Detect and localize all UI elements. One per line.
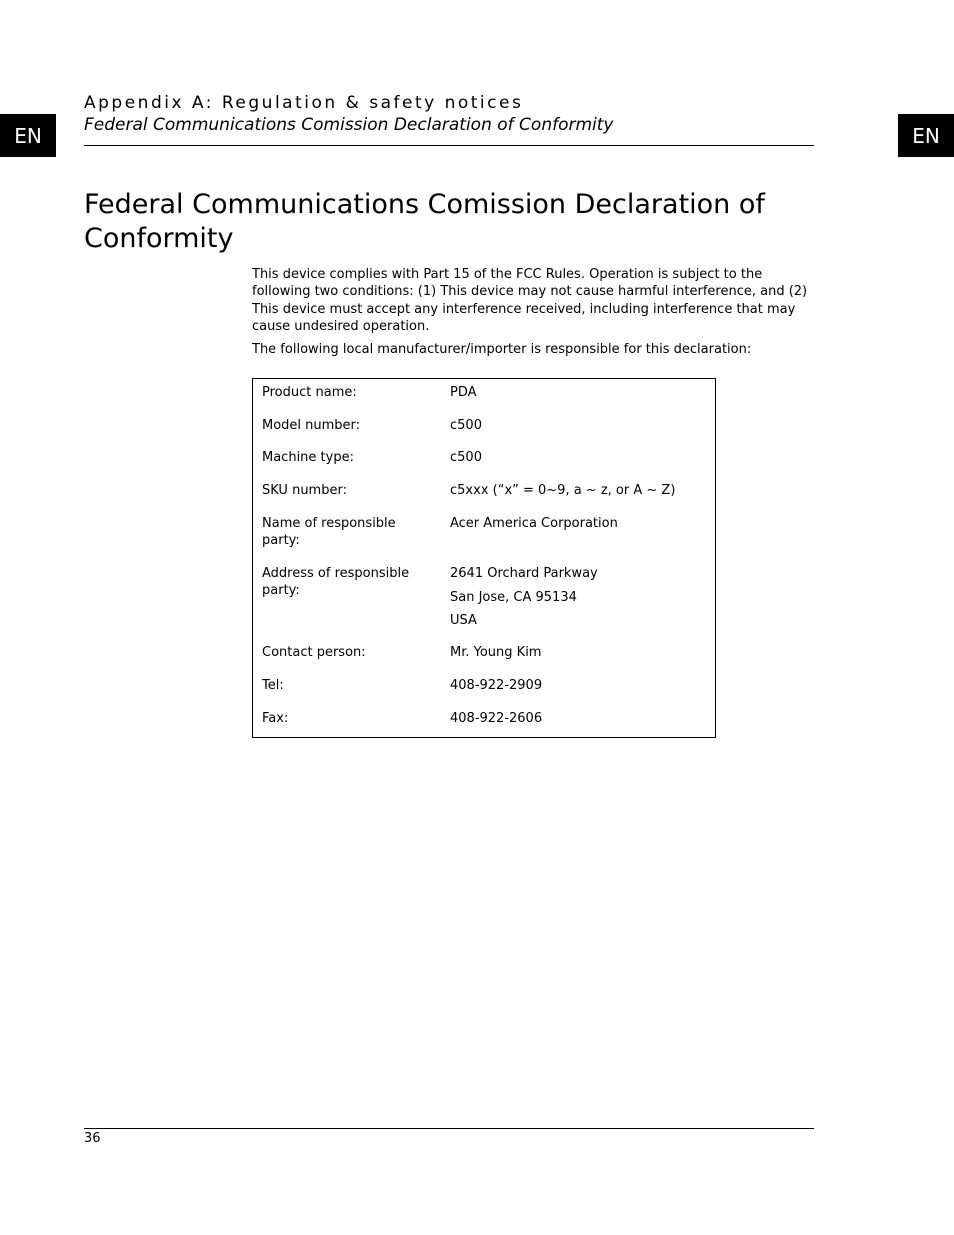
sku-number-label: SKU number: bbox=[262, 483, 347, 498]
body-text bbox=[252, 266, 814, 364]
model-number-value: c500 bbox=[450, 418, 482, 433]
address-line: 2641 Orchard Parkway bbox=[450, 566, 598, 581]
language-tab-left: EN bbox=[0, 114, 56, 157]
contact-person-value: Mr. Young Kim bbox=[450, 645, 542, 660]
page-number: 36 bbox=[84, 1131, 101, 1146]
header-divider bbox=[84, 145, 814, 146]
machine-type-label: Machine type: bbox=[262, 450, 354, 465]
running-head-chapter: Appendix A: Regulation & safety notices bbox=[84, 93, 524, 113]
product-name-label: Product name: bbox=[262, 385, 357, 400]
address-label: Address of responsible party: bbox=[262, 566, 410, 599]
address-line: San Jose, CA 95134 bbox=[450, 589, 577, 605]
address-value bbox=[450, 565, 705, 636]
sku-number-value: c5xxx (“x” = 0~9, a ~ z, or A ~ Z) bbox=[450, 483, 676, 498]
fax-label: Fax: bbox=[262, 711, 289, 726]
tel-value: 408-922-2909 bbox=[450, 678, 543, 693]
product-name-value: PDA bbox=[450, 385, 477, 400]
responsible-party-value: Acer America Corporation bbox=[450, 516, 618, 531]
declaration-table bbox=[252, 378, 716, 738]
running-head bbox=[84, 92, 814, 135]
contact-person-label: Contact person: bbox=[262, 645, 366, 660]
running-head-section: Federal Communications Comission Declaration of Conformity bbox=[84, 115, 614, 135]
address-line: USA bbox=[450, 613, 477, 628]
responsibility-paragraph: The following local manufacturer/importer is responsible for this declaration: bbox=[252, 342, 752, 358]
machine-type-value: c500 bbox=[450, 450, 482, 465]
fax-value: 408-922-2606 bbox=[450, 711, 543, 726]
responsible-party-label: Name of responsible party: bbox=[262, 516, 396, 549]
compliance-paragraph: This device complies with Part 15 of the FCC Rules. Operation is subject to the following two conditions: (1) This device may not cause harmful interference, and (2) This device must accept any interference received, including interference that may cause undesired operation. bbox=[252, 267, 808, 334]
tel-label: Tel: bbox=[262, 678, 284, 693]
footer-divider bbox=[84, 1128, 814, 1129]
model-number-label: Model number: bbox=[262, 418, 361, 433]
page-title: Federal Communications Comission Declaration of Conformity bbox=[84, 189, 765, 254]
language-tab-right: EN bbox=[898, 114, 954, 157]
